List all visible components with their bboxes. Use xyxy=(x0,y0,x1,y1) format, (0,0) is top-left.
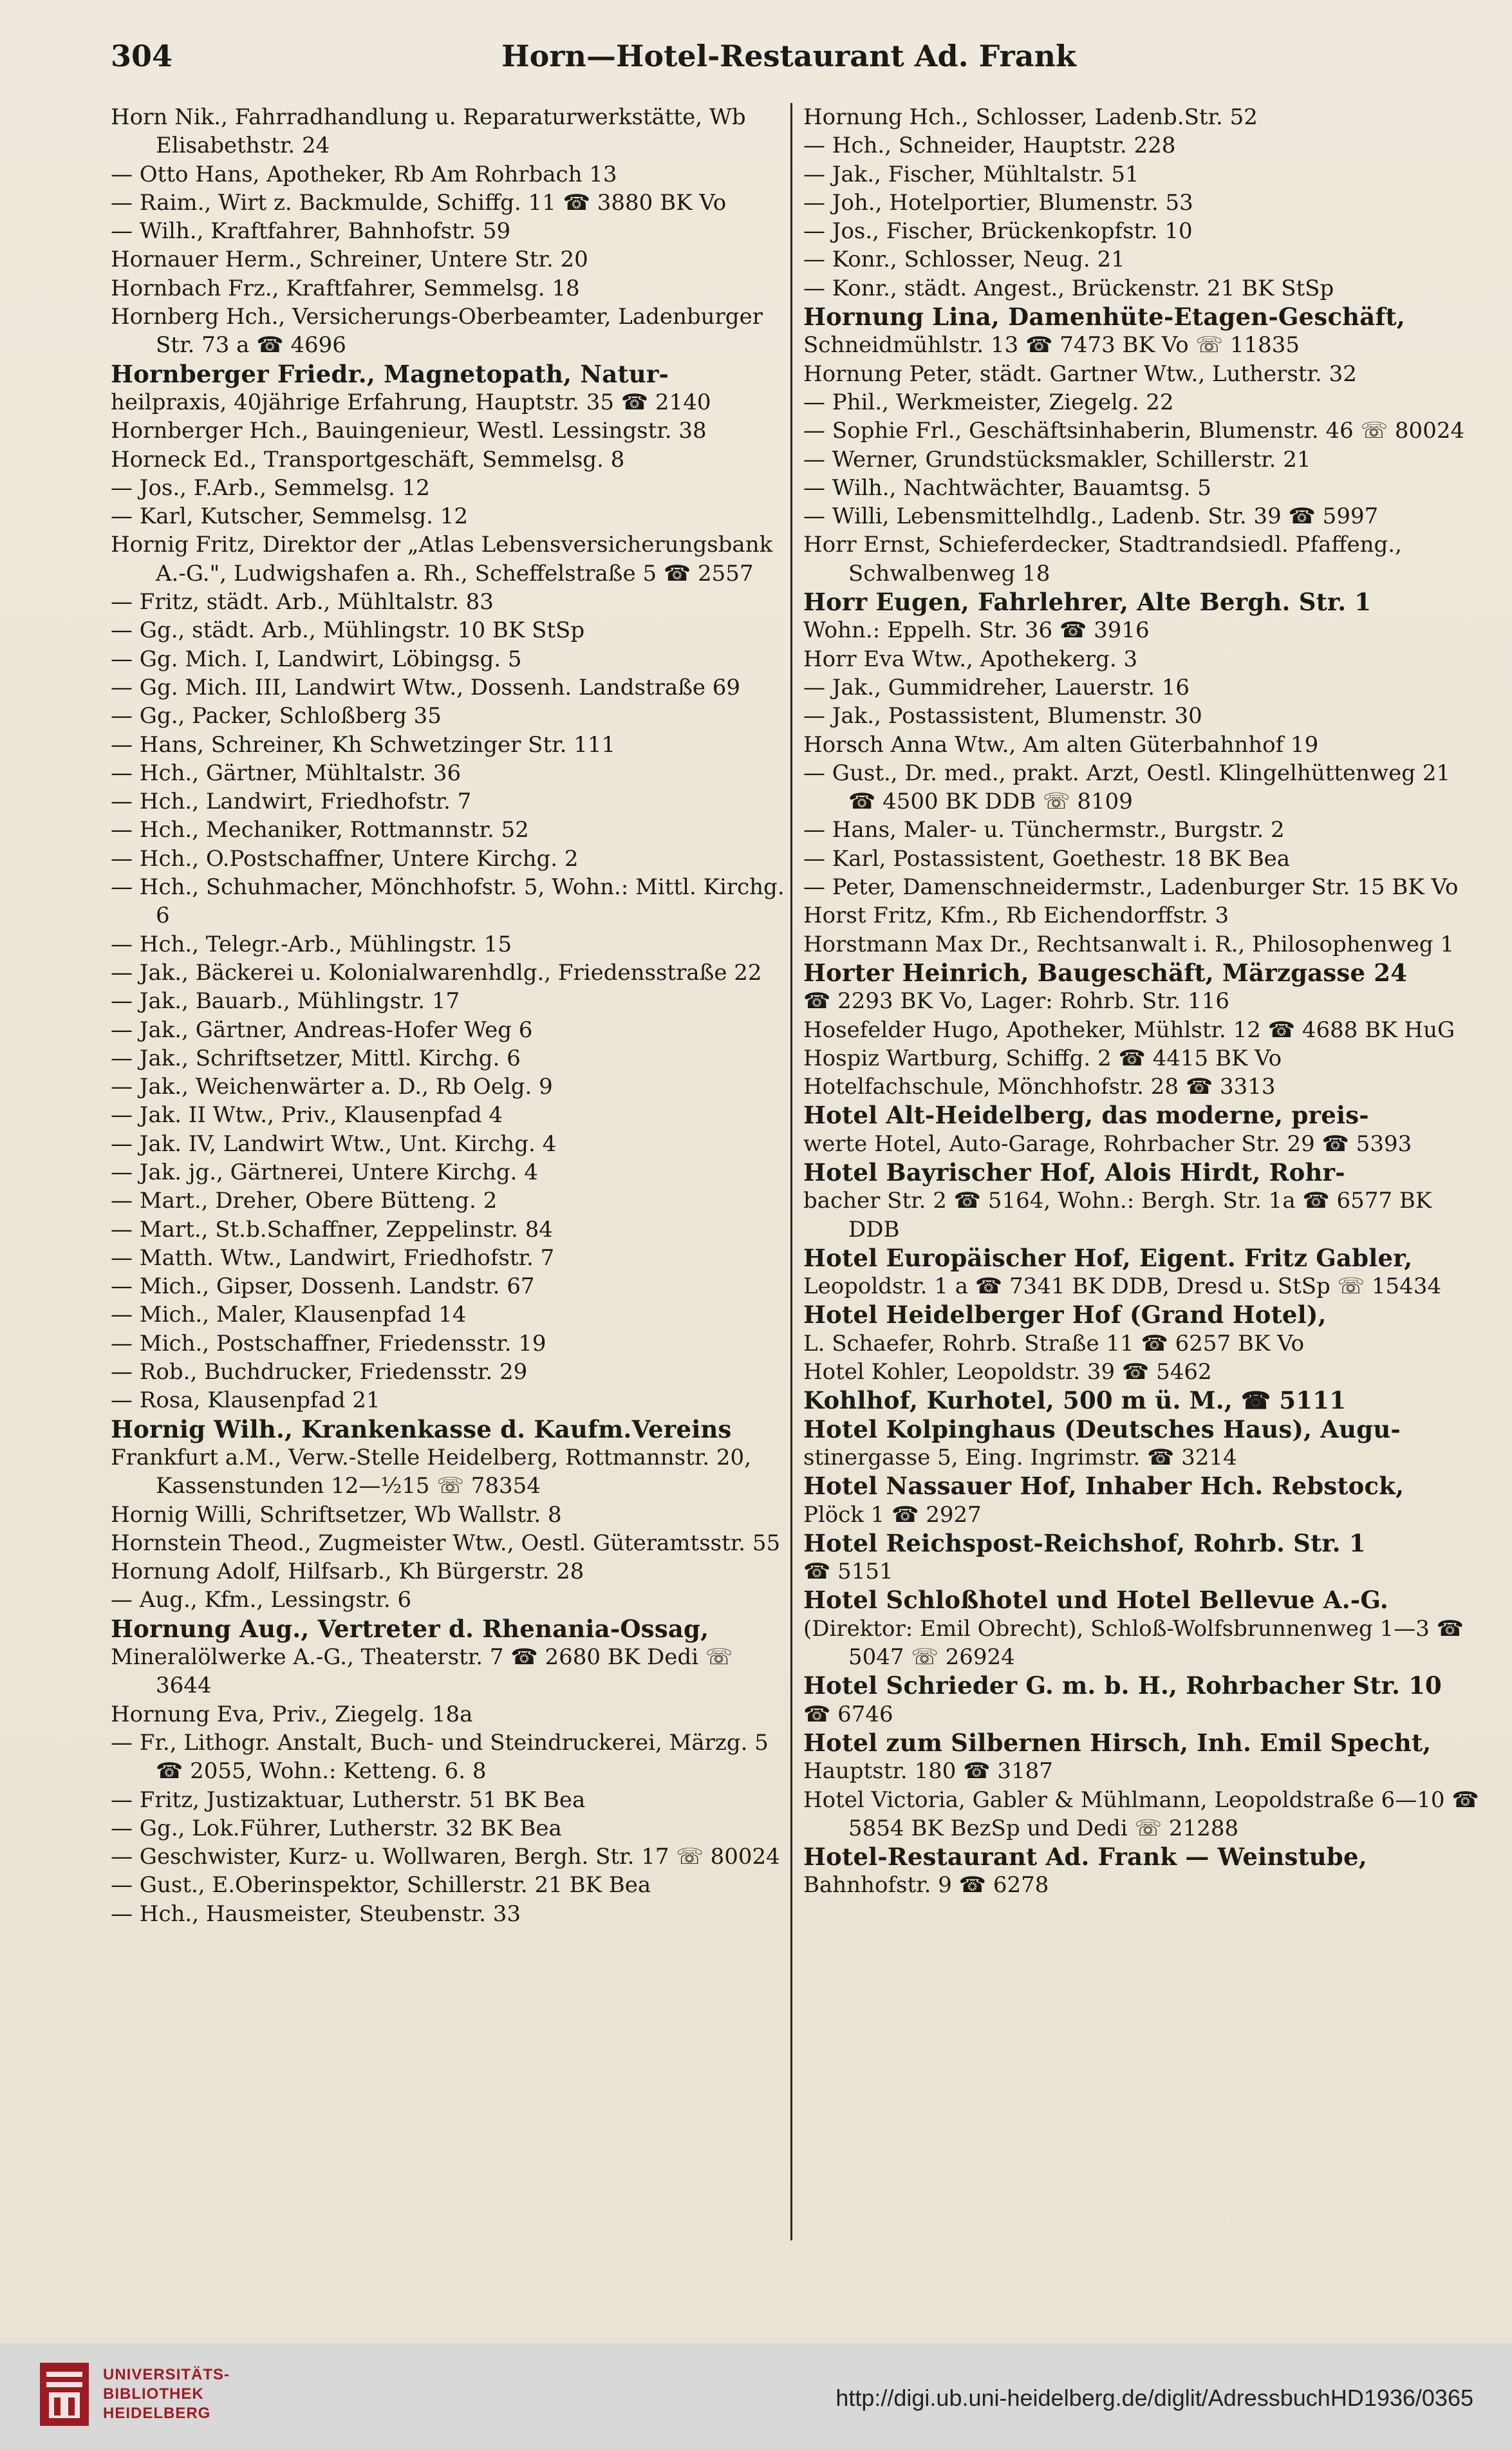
directory-entry: Hotel Heidelberger Hof (Grand Hotel), xyxy=(803,1300,1327,1329)
directory-entry: — Konr., Schlosser, Neug. 21 xyxy=(803,247,1125,273)
directory-entry: Hornig Fritz, Direktor der „Atlas Lebensversicherungsbank A.-G.", Ludwigshafen a. Rh., Scheffelstraße 5 ☎ 2557 xyxy=(111,532,773,586)
directory-entry: — Hch., Schuhmacher, Mönchhofstr. 5, Wohn.: Mittl. Kirchg. 6 xyxy=(111,874,785,929)
directory-entry: Hornung Hch., Schlosser, Ladenb.Str. 52 xyxy=(803,104,1258,130)
directory-entry: Hotel Reichspost-Reichshof, Rohrb. Str. 1 xyxy=(803,1528,1366,1557)
directory-entry: Mineralölwerke A.-G., Theaterstr. 7 ☎ 2680 BK Dedi ☏ 3644 xyxy=(111,1644,733,1699)
directory-entry: — Phil., Werkmeister, Ziegelg. 22 xyxy=(803,389,1174,415)
directory-entry: — Jak., Postassistent, Blumenstr. 30 xyxy=(803,703,1202,729)
directory-entry: Hornung Adolf, Hilfsarb., Kh Bürgerstr. 28 xyxy=(111,1559,584,1585)
directory-entry: Hornig Wilh., Krankenkasse d. Kaufm.Vereins xyxy=(111,1414,732,1443)
directory-entry: — Sophie Frl., Geschäftsinhaberin, Blumenstr. 46 ☏ 80024 xyxy=(803,418,1465,444)
directory-entry: Hornauer Herm., Schreiner, Untere Str. 20 xyxy=(111,247,588,273)
directory-entry: Hornberger Friedr., Magnetopath, Natur- xyxy=(111,359,669,388)
directory-entry: bacher Str. 2 ☎ 5164, Wohn.: Bergh. Str. 1a ☎ 6577 BK DDB xyxy=(803,1188,1432,1243)
directory-entry: Hornberger Hch., Bauingenieur, Westl. Lessingstr. 38 xyxy=(111,418,707,444)
directory-entry: — Gust., E.Oberinspektor, Schillerstr. 21 BK Bea xyxy=(111,1872,651,1899)
directory-entry: — Rosa, Klausenpfad 21 xyxy=(111,1387,380,1414)
directory-entry: — Jak., Weichenwärter a. D., Rb Oelg. 9 xyxy=(111,1074,553,1100)
directory-entry: L. Schaefer, Rohrb. Straße 11 ☎ 6257 BK Vo xyxy=(803,1330,1305,1356)
directory-entry: Hornbach Frz., Kraftfahrer, Semmelsg. 18 xyxy=(111,275,580,301)
library-name-line: HEIDELBERG xyxy=(103,2405,211,2422)
directory-entry: — Matth. Wtw., Landwirt, Friedhofstr. 7 xyxy=(111,1244,555,1271)
directory-entry: — Wilh., Nachtwächter, Bauamtsg. 5 xyxy=(803,474,1211,501)
directory-entry: Hotel zum Silbernen Hirsch, Inh. Emil Specht, xyxy=(803,1728,1432,1757)
directory-entry: Horter Heinrich, Baugeschäft, Märzgasse 24 xyxy=(803,958,1408,987)
directory-entry: Horneck Ed., Transportgeschäft, Semmelsg. 8 xyxy=(111,446,625,473)
directory-entry: — Jak., Schriftsetzer, Mittl. Kirchg. 6 xyxy=(111,1045,521,1071)
directory-entry: Hornung Peter, städt. Gartner Wtw., Lutherstr. 32 xyxy=(803,361,1357,387)
column-divider xyxy=(790,103,792,2240)
directory-entry: Hotel Bayrischer Hof, Alois Hirdt, Rohr- xyxy=(803,1158,1345,1187)
directory-entry: Horr Eva Wtw., Apothekerg. 3 xyxy=(803,646,1138,672)
directory-entry: Kohlhof, Kurhotel, 500 m ü. M., ☎ 5111 xyxy=(803,1386,1347,1415)
directory-entry: — Gg. Mich. III, Landwirt Wtw., Dossenh. Landstraße 69 xyxy=(111,674,741,700)
directory-entry: — Jak. IV, Landwirt Wtw., Unt. Kirchg. 4 xyxy=(111,1131,557,1157)
directory-entry: — Hch., Landwirt, Friedhofstr. 7 xyxy=(111,789,472,815)
directory-entry: Hotel Nassauer Hof, Inhaber Hch. Rebstock, xyxy=(803,1472,1405,1501)
directory-entry: — Aug., Kfm., Lessingstr. 6 xyxy=(111,1587,412,1613)
directory-entry: Hosefelder Hugo, Apotheker, Mühlstr. 12 ☎ 4688 BK HuG xyxy=(803,1017,1455,1043)
library-logo-icon xyxy=(40,2363,89,2426)
directory-entry: — Mich., Gipser, Dossenh. Landstr. 67 xyxy=(111,1273,535,1300)
directory-entry: Hotel Kolpinghaus (Deutsches Haus), Augu- xyxy=(803,1414,1401,1443)
directory-entry: — Mart., St.b.Schaffner, Zeppelinstr. 84 xyxy=(111,1216,553,1243)
directory-entry: Horstmann Max Dr., Rechtsanwalt i. R., Philosophenweg 1 xyxy=(803,931,1455,957)
directory-entry: — Jak., Gummidreher, Lauerstr. 16 xyxy=(803,674,1190,700)
directory-entry: — Hch., Schneider, Hauptstr. 228 xyxy=(803,133,1176,159)
directory-entry: Hotel Alt-Heidelberg, das moderne, preis- xyxy=(803,1101,1369,1130)
directory-entry: — Gg. Mich. I, Landwirt, Löbingsg. 5 xyxy=(111,646,522,672)
directory-entry: — Hch., Hausmeister, Steubenstr. 33 xyxy=(111,1900,521,1927)
directory-entry: Hornung Aug., Vertreter d. Rhenania-Ossag, xyxy=(111,1614,709,1643)
library-name xyxy=(103,2365,230,2423)
directory-entry: Hornung Eva, Priv., Ziegelg. 18a xyxy=(111,1701,473,1727)
directory-entry: Plöck 1 ☎ 2927 xyxy=(803,1501,982,1528)
directory-entry: Hauptstr. 180 ☎ 3187 xyxy=(803,1758,1053,1785)
directory-entry: Hornstein Theod., Zugmeister Wtw., Oestl. Güteramtsstr. 55 xyxy=(111,1530,781,1556)
source-url-link[interactable]: http://digi.ub.uni-heidelberg.de/diglit/AdressbuchHD1936/0365 xyxy=(835,2385,1473,2411)
directory-entry: — Jos., Fischer, Brückenkopfstr. 10 xyxy=(803,218,1193,245)
directory-entry: — Mich., Postschaffner, Friedensstr. 19 xyxy=(111,1330,546,1356)
directory-entry: — Jos., F.Arb., Semmelsg. 12 xyxy=(111,474,430,501)
directory-entry: Horn Nik., Fahrradhandlung u. Reparaturwerkstätte, Wb Elisabethstr. 24 xyxy=(111,104,746,159)
directory-entry: — Jak., Bäckerei u. Kolonialwarenhdlg., Friedensstraße 22 xyxy=(111,959,762,986)
directory-entry: — Fritz, Justizaktuar, Lutherstr. 51 BK Bea xyxy=(111,1787,586,1813)
directory-entry: Leopoldstr. 1 a ☎ 7341 BK DDB, Dresd u. StSp ☏ 15434 xyxy=(803,1273,1442,1300)
directory-entry: Wohn.: Eppelh. Str. 36 ☎ 3916 xyxy=(803,617,1150,644)
directory-entry: — Jak. II Wtw., Priv., Klausenpfad 4 xyxy=(111,1102,503,1129)
directory-entry: Hornberg Hch., Versicherungs-Oberbeamter, Ladenburger Str. 73 a ☎ 4696 xyxy=(111,304,763,359)
directory-entry: Hornig Willi, Schriftsetzer, Wb Wallstr. 8 xyxy=(111,1501,562,1528)
directory-entry: Hotel Schloßhotel und Hotel Bellevue A.-G. xyxy=(803,1586,1388,1615)
directory-entry: — Hans, Maler- u. Tünchermstr., Burgstr. 2 xyxy=(803,817,1285,843)
directory-entry: — Gg., städt. Arb., Mühlingstr. 10 BK StSp xyxy=(111,617,585,644)
directory-entry: — Jak. jg., Gärtnerei, Untere Kirchg. 4 xyxy=(111,1159,538,1185)
directory-entry: Hornung Lina, Damenhüte-Etagen-Geschäft, xyxy=(803,303,1405,332)
directory-entry: Hotel-Restaurant Ad. Frank — Weinstube, xyxy=(803,1843,1367,1872)
directory-entry: ☎ 2293 BK Vo, Lager: Rohrb. Str. 116 xyxy=(803,988,1230,1015)
directory-entry: Hotel Europäischer Hof, Eigent. Fritz Gabler, xyxy=(803,1243,1413,1272)
directory-entry: — Jak., Bauarb., Mühlingstr. 17 xyxy=(111,988,460,1015)
directory-entry: — Jak., Gärtner, Andreas-Hofer Weg 6 xyxy=(111,1017,533,1043)
directory-entry: — Peter, Damenschneidermstr., Ladenburger Str. 15 BK Vo xyxy=(803,874,1459,901)
directory-entry: — Mart., Dreher, Obere Bütteng. 2 xyxy=(111,1188,498,1214)
directory-entry: — Willi, Lebensmittelhdlg., Ladenb. Str. 39 ☎ 5997 xyxy=(803,503,1379,530)
directory-entry: — Fritz, städt. Arb., Mühltalstr. 83 xyxy=(111,589,494,615)
directory-entry: — Geschwister, Kurz- u. Wollwaren, Bergh. Str. 17 ☏ 80024 xyxy=(111,1844,780,1870)
directory-entry: — Rob., Buchdrucker, Friedensstr. 29 xyxy=(111,1359,528,1385)
directory-entry: Hotel Victoria, Gabler & Mühlmann, Leopoldstraße 6—10 ☎ 5854 BK BezSp und Dedi ☏ 21288 xyxy=(803,1787,1479,1841)
page-number: 304 xyxy=(111,39,173,73)
right-column xyxy=(803,103,1480,1900)
directory-entry: Horr Eugen, Fahrlehrer, Alte Bergh. Str. 1 xyxy=(803,588,1372,617)
directory-entry: Horst Fritz, Kfm., Rb Eichendorffstr. 3 xyxy=(803,903,1229,929)
directory-entry: — Gg., Packer, Schloßberg 35 xyxy=(111,703,442,729)
directory-entry: — Hch., O.Postschaffner, Untere Kirchg. 2 xyxy=(111,845,579,872)
directory-entry: (Direktor: Emil Obrecht), Schloß-Wolfsbrunnenweg 1—3 ☎ 5047 ☏ 26924 xyxy=(803,1615,1464,1671)
directory-entry: stinergasse 5, Eing. Ingrimstr. ☎ 3214 xyxy=(803,1444,1237,1470)
directory-entry: Schneidmühlstr. 13 ☎ 7473 BK Vo ☏ 11835 xyxy=(803,332,1300,359)
directory-entry: — Hch., Mechaniker, Rottmannstr. 52 xyxy=(111,817,529,843)
directory-entry: ☎ 6746 xyxy=(803,1701,893,1727)
running-title: Horn—Hotel-Restaurant Ad. Frank xyxy=(501,39,1076,73)
page-header xyxy=(111,39,1467,84)
directory-entry: Hotel Kohler, Leopoldstr. 39 ☎ 5462 xyxy=(803,1359,1212,1385)
directory-entry: Frankfurt a.M., Verw.-Stelle Heidelberg, Rottmannstr. 20, Kassenstunden 12—½15 ☏ 78354 xyxy=(111,1444,751,1499)
directory-entry: Hospiz Wartburg, Schiffg. 2 ☎ 4415 BK Vo xyxy=(803,1045,1282,1071)
directory-entry: — Hans, Schreiner, Kh Schwetzinger Str. 111 xyxy=(111,731,616,758)
directory-entry: — Karl, Kutscher, Semmelsg. 12 xyxy=(111,503,469,530)
directory-entry: — Mich., Maler, Klausenpfad 14 xyxy=(111,1302,467,1328)
library-name-line: BIBLIOTHEK xyxy=(103,2385,204,2403)
directory-entry: — Karl, Postassistent, Goethestr. 18 BK Bea xyxy=(803,845,1291,872)
directory-entry: — Fr., Lithogr. Anstalt, Buch- und Steindruckerei, Märzg. 5 ☎ 2055, Wohn.: Ketteng. 6. 8 xyxy=(111,1729,769,1785)
directory-entry: — Gust., Dr. med., prakt. Arzt, Oestl. Klingelhüttenweg 21 ☎ 4500 BK DDB ☏ 8109 xyxy=(803,760,1451,815)
directory-entry: Horsch Anna Wtw., Am alten Güterbahnhof 19 xyxy=(803,731,1319,758)
directory-entry: — Otto Hans, Apotheker, Rb Am Rohrbach 13 xyxy=(111,161,617,187)
directory-entry: — Hch., Telegr.-Arb., Mühlingstr. 15 xyxy=(111,931,512,957)
left-column xyxy=(111,103,787,1928)
directory-entry: — Raim., Wirt z. Backmulde, Schiffg. 11 ☎ 3880 BK Vo xyxy=(111,189,727,216)
directory-entry: werte Hotel, Auto-Garage, Rohrbacher Str. 29 ☎ 5393 xyxy=(803,1131,1412,1157)
directory-entry: Horr Ernst, Schieferdecker, Stadtrandsiedl. Pfaffeng., Schwalbenweg 18 xyxy=(803,532,1402,586)
directory-entry: Hotelfachschule, Mönchhofstr. 28 ☎ 3313 xyxy=(803,1074,1276,1100)
library-footer xyxy=(0,2343,1512,2449)
directory-entry: Hotel Schrieder G. m. b. H., Rohrbacher Str. 10 xyxy=(803,1671,1442,1700)
directory-entry: — Konr., städt. Angest., Brückenstr. 21 BK StSp xyxy=(803,275,1334,301)
directory-entry: — Hch., Gärtner, Mühltalstr. 36 xyxy=(111,760,462,786)
directory-entry: — Jak., Fischer, Mühltalstr. 51 xyxy=(803,161,1139,187)
directory-entry: heilpraxis, 40jährige Erfahrung, Hauptstr. 35 ☎ 2140 xyxy=(111,389,711,415)
library-name-line: UNIVERSITÄTS- xyxy=(103,2366,230,2383)
directory-entry: — Wilh., Kraftfahrer, Bahnhofstr. 59 xyxy=(111,218,511,245)
directory-entry: — Gg., Lok.Führer, Lutherstr. 32 BK Bea xyxy=(111,1815,562,1841)
directory-entry: ☎ 5151 xyxy=(803,1559,893,1585)
directory-entry: Bahnhofstr. 9 ☎ 6278 xyxy=(803,1872,1049,1899)
directory-entry: — Joh., Hotelportier, Blumenstr. 53 xyxy=(803,189,1193,216)
directory-entry: — Werner, Grundstücksmakler, Schillerstr. 21 xyxy=(803,446,1311,473)
